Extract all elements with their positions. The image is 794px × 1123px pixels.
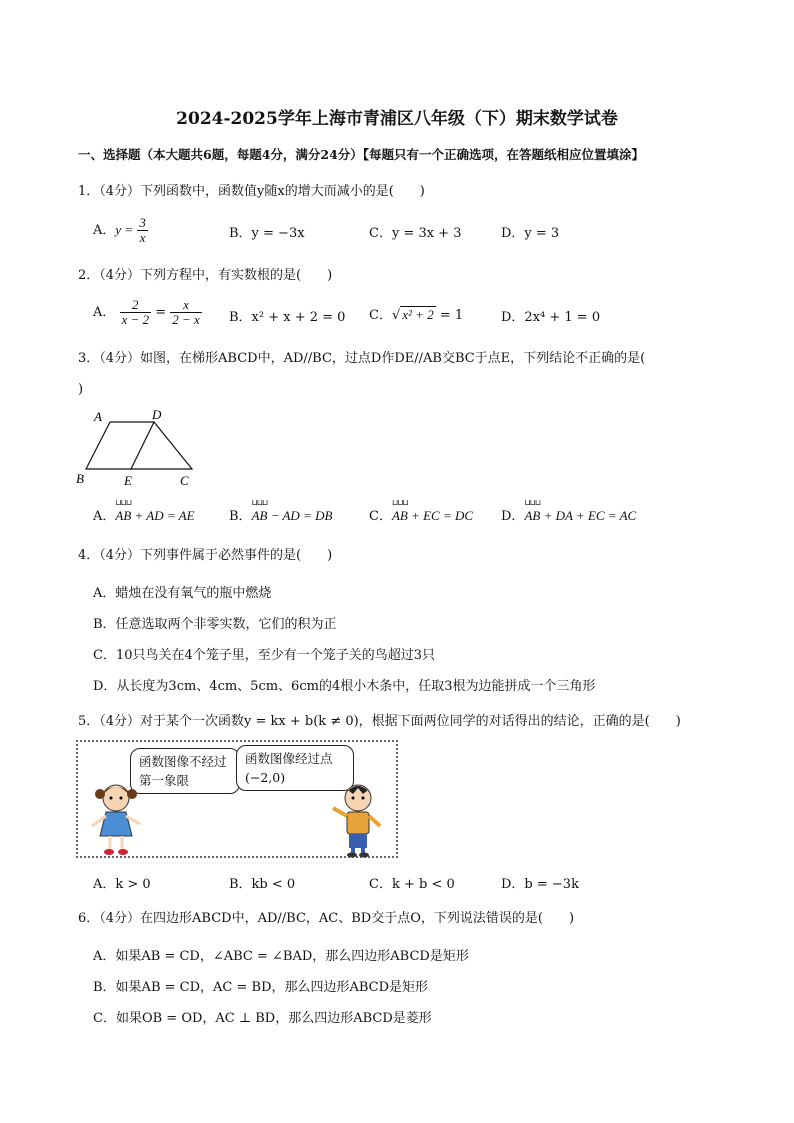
page-title: 2024-2025学年上海市青浦区八年级（下）期末数学试卷	[176, 109, 618, 129]
q6-option-a: A．如果AB = CD，∠ABC = ∠BAD，那么四边形ABCD是矩形	[93, 949, 469, 964]
q3-option-c: C．⊔⊔⊔ AB + EC = DC	[369, 505, 473, 524]
q2-option-a: A． $\frac{2}{x - 2}$ = $\frac{x}{2 - x}$	[93, 297, 200, 327]
q1-option-a: A．y = $\frac{3}{x}$	[93, 215, 146, 245]
segment-de	[131, 422, 154, 469]
q3-option-b: B．⊔⊔⊔ AB − AD = DB	[229, 505, 332, 524]
question-2-stem: 2．（4分）下列方程中，有实数根的是( )	[78, 268, 333, 283]
question-4-stem: 4．（4分）下列事件属于必然事件的是( )	[78, 548, 333, 563]
q4-option-d: D．从长度为3cm、4cm、5cm、6cm的4根小木条中，任取3根为边能拼成一个三角形	[93, 679, 596, 694]
label-b: B	[76, 471, 84, 486]
q3-option-d: D．⊔⊔⊔ AB + DA + EC = AC	[501, 505, 636, 524]
question-1-stem: 1．（4分）下列函数中，函数值y随x的增大而减小的是( )	[78, 184, 425, 199]
q6-option-c: C．如果OB = OD，AC ⊥ BD，那么四边形ABCD是菱形	[93, 1011, 432, 1026]
question-3-stem-end: )	[78, 382, 84, 397]
q1-option-c: C．y = 3x + 3	[369, 226, 462, 241]
q5-option-a: A．k > 0	[93, 877, 151, 892]
speech-bubble-boy: 函数图像经过点 (−2,0)	[236, 745, 354, 791]
q6-option-b: B．如果AB = CD，AC = BD，那么四边形ABCD是矩形	[93, 980, 429, 995]
question-3-stem: 3．（4分）如图，在梯形ABCD中，AD//BC，过点D作DE//AB交BC于点E，下列结论不正确的是(	[78, 351, 646, 366]
dialog-illustration	[76, 740, 398, 858]
q2-option-d: D．2x⁴ + 1 = 0	[501, 310, 601, 325]
q4-option-b: B．任意选取两个非零实数，它们的积为正	[93, 617, 337, 632]
label-e: E	[124, 473, 132, 488]
q4-option-c: C．10只鸟关在4个笼子里，至少有一个笼子关的鸟超过3只	[93, 648, 436, 663]
section-heading: 一、选择题（本大题共6题，每题4分，满分24分）【每题只有一个正确选项，在答题纸相应位置填涂】	[78, 147, 645, 162]
trapezoid-figure	[74, 405, 204, 490]
q5-option-d: D．b = −3k	[501, 877, 579, 892]
q3-option-a: A．⊔⊔⊔ AB + AD = AE	[93, 505, 195, 524]
q5-option-c: C．k + b < 0	[369, 877, 455, 892]
label-d: D	[152, 407, 162, 422]
q1-option-b: B．y = −3x	[229, 226, 305, 241]
speech-bubble-girl: 函数图像不经过第一象限	[130, 748, 240, 794]
label-c: C	[180, 473, 189, 488]
q4-option-a: A．蜡烛在没有氧气的瓶中燃烧	[93, 586, 272, 601]
trapezoid-abcd	[86, 422, 192, 469]
label-a: A	[94, 409, 102, 424]
question-6-stem: 6．（4分）在四边形ABCD中，AD//BC，AC、BD交于点O，下列说法错误的是( )	[78, 911, 575, 926]
girl-figure	[88, 780, 146, 856]
q1-option-d: D．y = 3	[501, 226, 560, 241]
boy-figure	[330, 782, 386, 858]
q5-option-b: B．kb < 0	[229, 877, 296, 892]
question-5-stem: 5．（4分）对于某个一次函数y = kx + b(k ≠ 0)，根据下面两位同学的对话得出的结论，正确的是( )	[78, 714, 681, 729]
q2-option-b: B．x² + x + 2 = 0	[229, 310, 346, 325]
q2-option-c: C．√ x² + 2 = 1	[369, 307, 464, 323]
